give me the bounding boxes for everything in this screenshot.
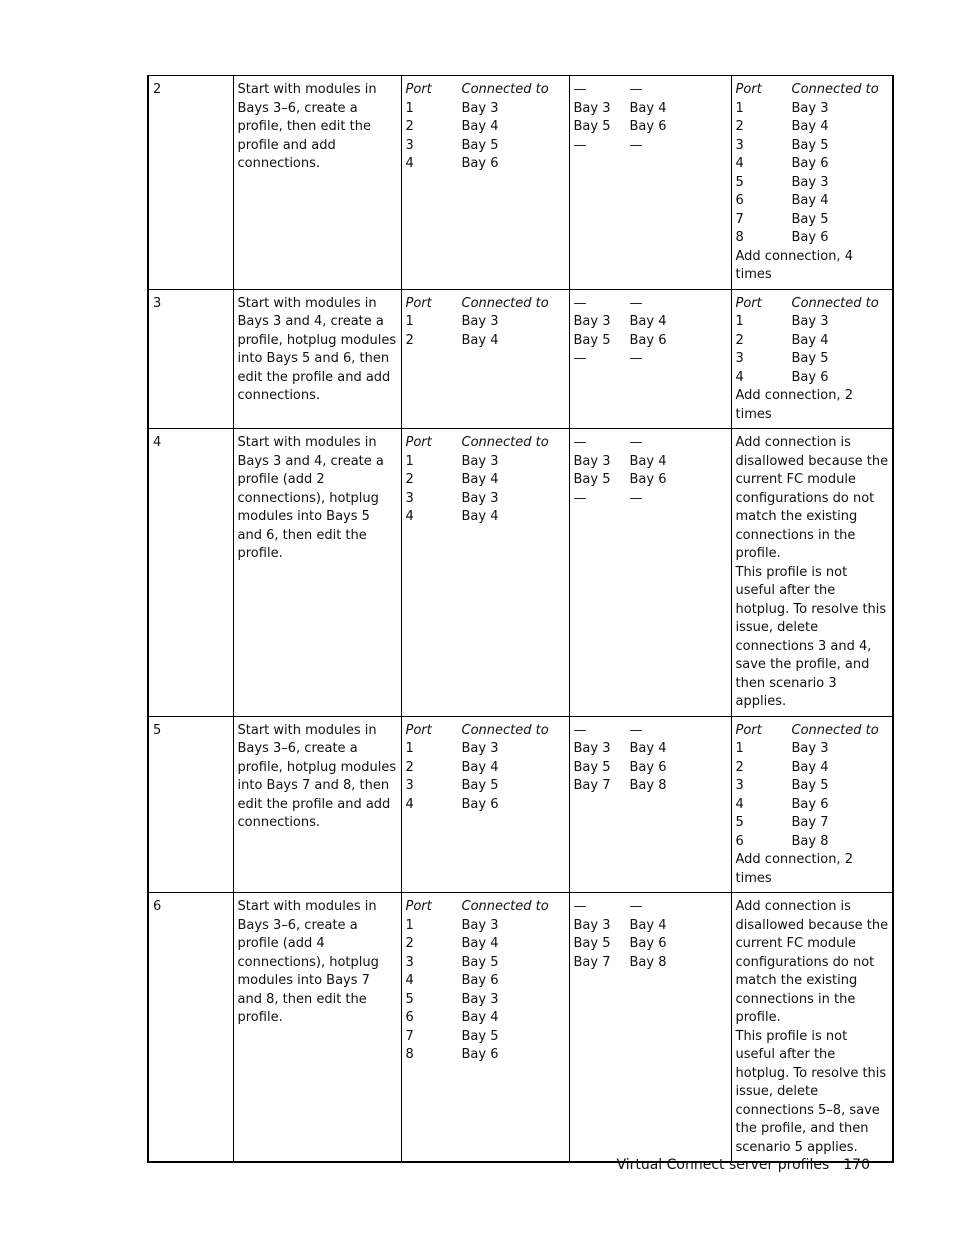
connection-row: [406, 453, 566, 472]
scenario-description: Start with modules in Bays 3–6, create a profile, hotplug modules into Bays 7 and 8, then edit the profile and add connections.: [237, 722, 397, 830]
bay-left: Bay 5: [573, 936, 611, 951]
connected-bay: Bay 5: [461, 1028, 499, 1044]
port-number: 4: [735, 369, 744, 385]
result-note: This profile is not useful after the hotplug. To resolve this issue, delete connections 5–8, save the profile, and then scenario 5 applies.: [735, 1028, 887, 1155]
connected-bay: Bay 6: [791, 369, 829, 385]
bay-left: —: [573, 899, 587, 914]
scenario-number: 4: [153, 435, 162, 450]
bay-pair-row: [574, 137, 728, 156]
footer-section-title: Virtual Connect server profiles: [616, 1157, 830, 1173]
result-connection-row: [736, 833, 890, 852]
connected-bay: Bay 3: [461, 100, 499, 116]
bay-right: —: [629, 435, 643, 450]
description-cell: [233, 893, 401, 1163]
port-header: Port: [735, 722, 762, 738]
bay-modules-cell: [569, 429, 731, 717]
port-number: 2: [405, 936, 414, 951]
connected-bay: Bay 4: [461, 332, 499, 348]
connected-to-header: Connected to: [791, 82, 879, 97]
connected-bay: Bay 5: [791, 351, 829, 366]
result-note: Add connection is disallowed because the current FC module configurations do not match the existing connections in the profile.: [735, 899, 889, 1025]
connected-bay: Bay 4: [791, 119, 829, 134]
description-cell: [233, 429, 401, 717]
connection-header: [406, 898, 566, 917]
connected-bay: Bay 8: [791, 833, 829, 849]
scenario-description: Start with modules in Bays 3–6, create a profile, then edit the profile and add connections.: [237, 82, 377, 171]
result-connection-row: [736, 174, 890, 193]
bay-pair-row: [574, 759, 728, 778]
result-connection-row: [736, 814, 890, 833]
description-cell: [233, 716, 401, 893]
bay-modules-cell: [569, 76, 731, 290]
port-number: 2: [405, 759, 414, 775]
connection-row: [406, 490, 566, 509]
port-number: 6: [735, 833, 744, 849]
result-cell: [731, 429, 893, 717]
connected-bay: Bay 4: [461, 509, 499, 524]
connected-bay: Bay 3: [791, 174, 829, 190]
bay-left: —: [573, 722, 587, 738]
result-connection-row: [736, 137, 890, 156]
page-number: 170: [843, 1157, 870, 1173]
description-cell: [233, 76, 401, 290]
port-number: 2: [735, 119, 744, 134]
bay-right: Bay 4: [629, 741, 667, 756]
bay-pair-row: [574, 935, 728, 954]
port-number: 4: [405, 509, 414, 524]
initial-connections-cell: [401, 289, 569, 429]
port-number: 2: [735, 332, 744, 348]
scenario-table: [147, 75, 894, 1163]
connection-header: [406, 81, 566, 100]
bay-left: Bay 3: [573, 741, 611, 756]
scenario-description: Start with modules in Bays 3 and 4, create a profile, hotplug modules into Bays 5 and 6, then edit the profile and add connections.: [237, 295, 397, 403]
port-header: Port: [405, 435, 432, 450]
connected-bay: Bay 5: [791, 137, 829, 153]
bay-right: —: [629, 722, 643, 738]
bay-left: Bay 3: [573, 314, 611, 329]
result-header: [736, 295, 890, 314]
bay-left: —: [573, 295, 587, 311]
port-number: 1: [735, 100, 744, 116]
connected-bay: Bay 3: [461, 741, 499, 756]
connected-to-header: Connected to: [791, 295, 879, 311]
bay-right: Bay 6: [629, 332, 667, 348]
port-number: 7: [405, 1028, 414, 1044]
connected-to-header: Connected to: [461, 82, 549, 97]
connection-row: [406, 508, 566, 527]
bay-right: Bay 6: [629, 936, 667, 951]
connection-header: [406, 434, 566, 453]
port-number: 4: [735, 796, 744, 812]
connection-row: [406, 471, 566, 490]
port-number: 1: [405, 741, 414, 756]
connected-bay: Bay 5: [791, 778, 829, 793]
connected-bay: Bay 6: [791, 796, 829, 812]
scenario-number: 3: [153, 295, 162, 311]
result-header: [736, 81, 890, 100]
bay-left: Bay 7: [573, 778, 611, 793]
bay-pair-row: [574, 434, 728, 453]
bay-pair-row: [574, 777, 728, 796]
bay-pair-row: [574, 898, 728, 917]
connected-bay: Bay 5: [461, 778, 499, 793]
connected-bay: Bay 5: [791, 211, 829, 227]
result-connection-row: [736, 118, 890, 137]
bay-left: Bay 5: [573, 472, 611, 487]
connected-to-header: Connected to: [461, 899, 549, 914]
bay-right: —: [629, 490, 643, 506]
port-number: 2: [405, 119, 414, 134]
port-number: 6: [405, 1010, 414, 1025]
result-note: Add connection is disallowed because the current FC module configurations do not match the existing connections in the profile.: [735, 435, 889, 561]
port-number: 1: [735, 741, 744, 756]
connected-bay: Bay 6: [791, 156, 829, 171]
port-number: 3: [735, 351, 744, 366]
bay-pair-row: [574, 722, 728, 741]
bay-right: Bay 8: [629, 778, 667, 793]
bay-right: Bay 6: [629, 472, 667, 487]
bay-pair-row: [574, 471, 728, 490]
connected-to-header: Connected to: [791, 722, 879, 738]
scenario-number-cell: [148, 893, 233, 1163]
result-note: This profile is not useful after the hotplug. To resolve this issue, delete connections 3 and 4, save the profile, and then scenario 3 applies.: [735, 564, 887, 709]
bay-right: Bay 4: [629, 453, 667, 469]
result-cell: [731, 716, 893, 893]
scenario-number: 2: [153, 82, 162, 97]
result-connection-row: [736, 777, 890, 796]
connected-bay: Bay 4: [461, 1010, 499, 1025]
connected-bay: Bay 3: [791, 314, 829, 329]
result-connection-row: [736, 759, 890, 778]
table-row: [148, 76, 893, 290]
result-note: Add connection, 2 times: [735, 388, 853, 422]
connection-row: [406, 935, 566, 954]
result-connection-row: [736, 740, 890, 759]
scenario-number-cell: [148, 76, 233, 290]
connected-bay: Bay 6: [461, 1047, 499, 1062]
connected-bay: Bay 4: [791, 759, 829, 775]
result-connection-row: [736, 332, 890, 351]
result-header: [736, 722, 890, 741]
connection-row: [406, 155, 566, 174]
bay-left: Bay 5: [573, 119, 611, 134]
connected-bay: Bay 4: [791, 193, 829, 208]
result-connection-row: [736, 211, 890, 230]
connection-row: [406, 796, 566, 815]
bay-left: —: [573, 137, 587, 153]
result-note: Add connection, 4 times: [735, 248, 853, 282]
scenario-number-cell: [148, 289, 233, 429]
connected-bay: Bay 4: [461, 472, 499, 487]
bay-pair-row: [574, 332, 728, 351]
bay-pair-row: [574, 295, 728, 314]
bay-pair-row: [574, 350, 728, 369]
result-connection-row: [736, 313, 890, 332]
connection-row: [406, 100, 566, 119]
port-number: 3: [735, 778, 744, 793]
port-number: 1: [405, 917, 414, 933]
port-number: 4: [405, 796, 414, 812]
connection-row: [406, 740, 566, 759]
connected-bay: Bay 3: [461, 453, 499, 469]
result-connection-row: [736, 350, 890, 369]
initial-connections-cell: [401, 76, 569, 290]
scenario-description: Start with modules in Bays 3–6, create a profile (add 4 connections), hotplug modules into Bays 7 and 8, then edit the profile.: [237, 899, 379, 1025]
port-number: 3: [405, 137, 414, 153]
connection-row: [406, 118, 566, 137]
table-row: [148, 893, 893, 1163]
bay-right: Bay 4: [629, 917, 667, 933]
result-connection-row: [736, 100, 890, 119]
result-connection-row: [736, 796, 890, 815]
bay-right: Bay 8: [629, 954, 667, 970]
connected-bay: Bay 5: [461, 137, 499, 153]
scenario-number: 6: [153, 899, 162, 914]
port-number: 4: [405, 973, 414, 988]
connected-bay: Bay 4: [791, 332, 829, 348]
bay-modules-cell: [569, 893, 731, 1163]
connected-bay: Bay 3: [791, 100, 829, 116]
table-row: [148, 289, 893, 429]
initial-connections-cell: [401, 429, 569, 717]
bay-pair-row: [574, 954, 728, 973]
port-header: Port: [735, 295, 762, 311]
connection-row: [406, 954, 566, 973]
page-footer: [616, 1157, 870, 1173]
bay-right: —: [629, 899, 643, 914]
bay-right: Bay 4: [629, 314, 667, 329]
port-number: 2: [735, 759, 744, 775]
scenario-number-cell: [148, 716, 233, 893]
connection-header: [406, 295, 566, 314]
connected-to-header: Connected to: [461, 435, 549, 450]
bay-pair-row: [574, 490, 728, 509]
connected-to-header: Connected to: [461, 722, 549, 738]
port-number: 2: [405, 332, 414, 348]
bay-right: Bay 6: [629, 119, 667, 134]
connection-row: [406, 1009, 566, 1028]
port-number: 8: [735, 230, 744, 245]
table-row: [148, 716, 893, 893]
bay-right: —: [629, 351, 643, 366]
connection-row: [406, 759, 566, 778]
connected-bay: Bay 3: [461, 314, 499, 329]
bay-left: —: [573, 351, 587, 366]
bay-pair-row: [574, 740, 728, 759]
description-cell: [233, 289, 401, 429]
bay-left: Bay 7: [573, 954, 611, 970]
initial-connections-cell: [401, 893, 569, 1163]
connected-to-header: Connected to: [461, 295, 549, 311]
port-number: 3: [405, 954, 414, 970]
connected-bay: Bay 5: [461, 954, 499, 970]
connection-row: [406, 777, 566, 796]
connection-row: [406, 332, 566, 351]
table-body: [148, 76, 893, 1163]
connection-header: [406, 722, 566, 741]
bay-left: —: [573, 82, 587, 97]
port-number: 6: [735, 193, 744, 208]
connected-bay: Bay 3: [461, 991, 499, 1007]
bay-right: —: [629, 295, 643, 311]
result-cell: [731, 893, 893, 1163]
connected-bay: Bay 4: [461, 119, 499, 134]
bay-pair-row: [574, 118, 728, 137]
bay-pair-row: [574, 917, 728, 936]
table-row: [148, 429, 893, 717]
result-cell: [731, 76, 893, 290]
connected-bay: Bay 4: [461, 936, 499, 951]
connection-row: [406, 972, 566, 991]
bay-left: —: [573, 490, 587, 506]
port-number: 3: [405, 490, 414, 506]
connected-bay: Bay 3: [461, 917, 499, 933]
result-connection-row: [736, 229, 890, 248]
connected-bay: Bay 6: [461, 796, 499, 812]
result-cell: [731, 289, 893, 429]
bay-pair-row: [574, 100, 728, 119]
connected-bay: Bay 6: [791, 230, 829, 245]
bay-pair-row: [574, 81, 728, 100]
connected-bay: Bay 7: [791, 815, 829, 830]
connection-row: [406, 137, 566, 156]
connected-bay: Bay 3: [791, 741, 829, 756]
port-number: 4: [405, 156, 414, 171]
port-header: Port: [735, 82, 762, 97]
connection-row: [406, 917, 566, 936]
port-number: 7: [735, 211, 744, 227]
port-number: 1: [405, 314, 414, 329]
port-header: Port: [405, 899, 432, 914]
port-number: 3: [405, 778, 414, 793]
bay-left: Bay 5: [573, 332, 611, 348]
bay-left: Bay 3: [573, 917, 611, 933]
connected-bay: Bay 4: [461, 759, 499, 775]
scenario-number: 5: [153, 722, 162, 738]
bay-left: Bay 5: [573, 759, 611, 775]
bay-right: —: [629, 137, 643, 153]
port-number: 1: [405, 453, 414, 469]
bay-left: Bay 3: [573, 100, 611, 116]
bay-modules-cell: [569, 289, 731, 429]
connected-bay: Bay 6: [461, 156, 499, 171]
result-note: Add connection, 2 times: [735, 852, 853, 886]
bay-pair-row: [574, 313, 728, 332]
port-number: 2: [405, 472, 414, 487]
connection-row: [406, 1046, 566, 1065]
bay-left: —: [573, 435, 587, 450]
connected-bay: Bay 6: [461, 973, 499, 988]
connection-row: [406, 991, 566, 1010]
port-header: Port: [405, 722, 432, 738]
initial-connections-cell: [401, 716, 569, 893]
bay-right: —: [629, 82, 643, 97]
port-header: Port: [405, 295, 432, 311]
result-connection-row: [736, 369, 890, 388]
result-connection-row: [736, 192, 890, 211]
bay-left: Bay 3: [573, 453, 611, 469]
connection-row: [406, 1028, 566, 1047]
port-header: Port: [405, 82, 432, 97]
scenario-description: Start with modules in Bays 3 and 4, create a profile (add 2 connections), hotplug modules into Bays 5 and 6, then edit the profile.: [237, 435, 384, 561]
port-number: 4: [735, 156, 744, 171]
port-number: 1: [405, 100, 414, 116]
port-number: 5: [405, 991, 414, 1007]
bay-modules-cell: [569, 716, 731, 893]
result-connection-row: [736, 155, 890, 174]
port-number: 3: [735, 137, 744, 153]
port-number: 5: [735, 174, 744, 190]
port-number: 8: [405, 1047, 414, 1062]
bay-pair-row: [574, 453, 728, 472]
connected-bay: Bay 3: [461, 490, 499, 506]
connection-row: [406, 313, 566, 332]
bay-right: Bay 6: [629, 759, 667, 775]
bay-right: Bay 4: [629, 100, 667, 116]
port-number: 1: [735, 314, 744, 329]
scenario-number-cell: [148, 429, 233, 717]
port-number: 5: [735, 815, 744, 830]
